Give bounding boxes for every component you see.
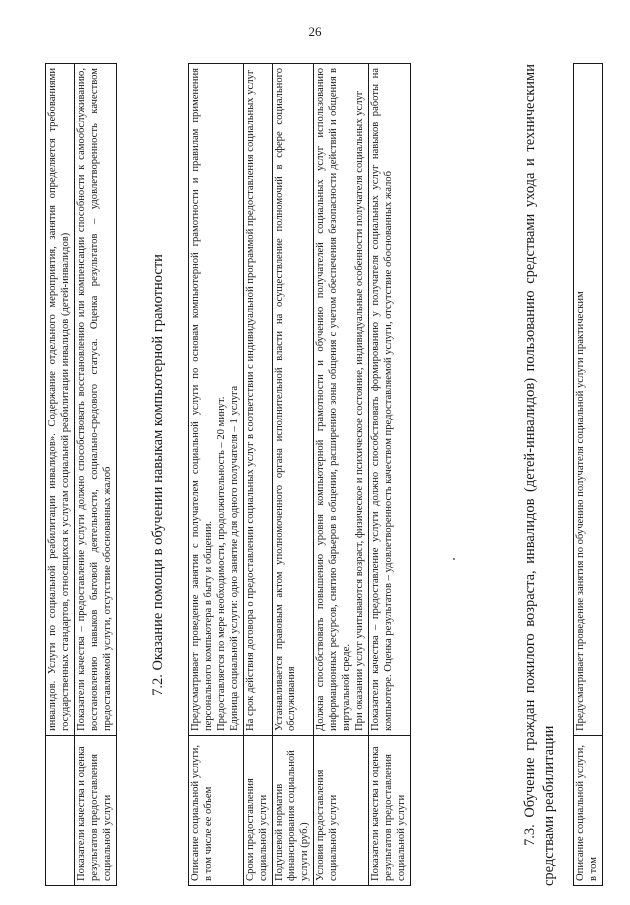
row-label: Сроки предоставления социальной услуги — [243, 736, 272, 886]
row-text — [189, 64, 244, 736]
section-7-2-table — [188, 63, 411, 886]
page-number: 26 — [308, 24, 322, 39]
row-text — [243, 64, 272, 736]
paragraph: Предусматривает проведение занятия с получателем социальной услуги по основам компьютерной грамотности и правилам применения персонального компьютера в быту и общении. — [190, 68, 214, 731]
paragraph: Единица социальной услуги: одно занятие для одного получателя – 1 услуга — [228, 385, 240, 731]
section-7-2-heading: 7.2. Оказание помощи в обучении навыкам компьютерной грамотности — [150, 254, 166, 696]
table-row — [368, 64, 410, 886]
row-text — [272, 64, 314, 736]
table-row — [243, 64, 272, 886]
table-row — [314, 64, 369, 886]
row-label: Подушевой норматив финансирования социальной услуги (руб.) — [272, 736, 314, 886]
table-row — [272, 64, 314, 886]
section-7-3-heading: 7.3. Обучение граждан пожилого возраста, инвалидов (детей-инвалидов) пользованию средствами ухода и техническими средствами реабилитации — [522, 64, 557, 886]
row-label: Описание социальной услуги, в том — [574, 736, 603, 886]
rotated-page-content — [45, 48, 599, 898]
table-row — [189, 64, 244, 886]
stray-mark — [453, 558, 455, 560]
paragraph: При оказании услуг учитываются возраст, физическое и психическое состояние, индивидуальные особенности получателя социальных услуг — [354, 90, 366, 731]
table-row — [574, 64, 603, 886]
row-label: Показатели качества и оценка результатов предоставления социальной услуги — [74, 736, 116, 886]
row-text: Предусматривает проведение занятия по обучению получателя социальной услуги практическим — [574, 64, 603, 736]
row-text — [368, 64, 410, 736]
row-label: Описание социальной услуги, в том числе ее объем — [189, 736, 244, 886]
row-text: инвалидов. Услуги по социальной реабилитации инвалидов». Содержание отдельного мероприятия, занятия определяется требованиями государственных стандартов, относящихся к услугам социальной реабилитации инвалидов (детей-инвалидов) — [46, 64, 75, 736]
paragraph: Предоставляется по мере необходимости, продолжительность – 20 минут. — [215, 396, 227, 731]
table-row — [74, 64, 116, 886]
row-label: Показатели качества и оценка результатов предоставления социальной услуги — [368, 736, 410, 886]
table-row — [46, 64, 75, 886]
paragraph: Устанавливается правовым актом уполномоченного органа исполнительной власти на осуществление полномочий в сфере социального обслуживания — [273, 68, 298, 731]
section-7-3-table — [573, 63, 603, 886]
row-text — [314, 64, 369, 736]
paragraph: Должна способствовать повышению уровня компьютерной грамотности и обучению получателей социальных услуг использованию информационных ресурсов, снятию барьеров в общении, расширению зоны общения с учетом обеспечения безопасности действий и общения в виртуальной среде. — [315, 68, 353, 731]
continuation-table — [45, 63, 117, 886]
paragraph: Показатели качества – предоставление услуги должно способствовать формированию у получателя социальных услуг навыков работы на компьютере. Оценка результатов – удовлетворенность качеством предоставляемой услуги, отсутствие обоснованных жалоб — [369, 68, 394, 731]
row-text: Показатели качества – предоставление услуги должно способствовать восстановлению или компенсации способности к самообслуживанию, восстановлению навыков бытовой деятельности, социально-средового статуса. Оценка результатов – удовлетворенность качеством предоставляемой услуги, отсутствие обоснованных жалоб — [74, 64, 116, 736]
paragraph: На срок действия договора о предоставлении социальных услуг в соответствии с индивидуальной программой предоставления социальных услуг — [244, 69, 256, 731]
row-label: Условия предоставления социальной услуги — [314, 736, 369, 886]
row-label — [46, 736, 75, 886]
